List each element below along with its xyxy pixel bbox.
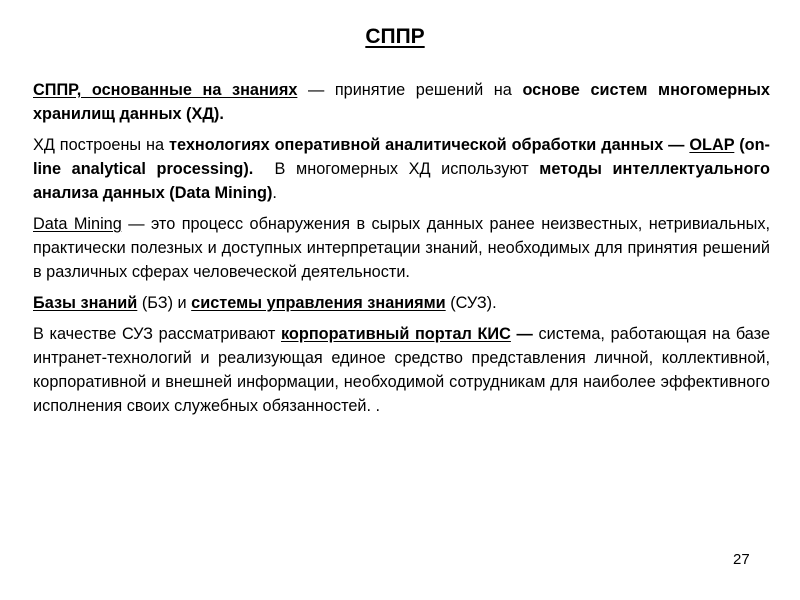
text-run-bold: (on-line analytical processing). bbox=[33, 136, 770, 178]
term-knowledge-management-systems: системы управления знаниями bbox=[191, 294, 446, 312]
text-run: система, работающая на базе интранет-технологий и реализующая единое средство представления личной, коллективной, корпоративной и внешней информации, необходимой сотрудникам для наиболее эффективного исполнения своих служебных обязанностей. . bbox=[33, 325, 770, 415]
text-run-bold: — bbox=[510, 325, 539, 343]
text-run: В многомерных ХД используют bbox=[253, 160, 540, 178]
text-run: В качестве СУЗ рассматривают bbox=[33, 325, 281, 343]
term-sppr-knowledge: СППР, основанные на знаниях bbox=[33, 81, 298, 99]
slide-title: СППР bbox=[365, 25, 425, 48]
text-run: (БЗ) и bbox=[137, 294, 192, 312]
paragraph-knowledge-bases bbox=[33, 291, 770, 315]
text-run-bold: технологиях оперативной аналитической обработки данных — bbox=[169, 136, 690, 154]
text-run: . bbox=[272, 184, 277, 202]
term-knowledge-bases: Базы знаний bbox=[33, 294, 138, 312]
paragraph-corporate-portal bbox=[33, 322, 770, 418]
text-run: ХД построены на bbox=[33, 136, 170, 154]
paragraph-data-mining bbox=[33, 212, 770, 284]
slide-body bbox=[33, 78, 770, 425]
text-run: — это процесс обнаружения в сырых данных ранее неизвестных, нетривиальных, практически полезных и доступных интерпретации знаний, необходимых для принятия решений в различных сферах человеческой деятельности. bbox=[33, 215, 770, 281]
term-olap: OLAP bbox=[689, 136, 735, 154]
term-data-mining: Data Mining bbox=[33, 215, 122, 233]
text-run-bold: методы интеллектуального анализа данных (Data Mining) bbox=[33, 160, 770, 202]
paragraph-sppr-knowledge bbox=[33, 78, 770, 126]
term-corporate-portal: корпоративный портал КИС bbox=[281, 325, 511, 343]
page-number: 27 bbox=[733, 551, 750, 568]
text-run: (СУЗ). bbox=[445, 294, 497, 312]
paragraph-olap bbox=[33, 133, 770, 205]
text-run: — принятие решений на bbox=[297, 81, 523, 99]
text-run-bold: основе систем многомерных хранилищ данных (ХД). bbox=[33, 81, 770, 123]
